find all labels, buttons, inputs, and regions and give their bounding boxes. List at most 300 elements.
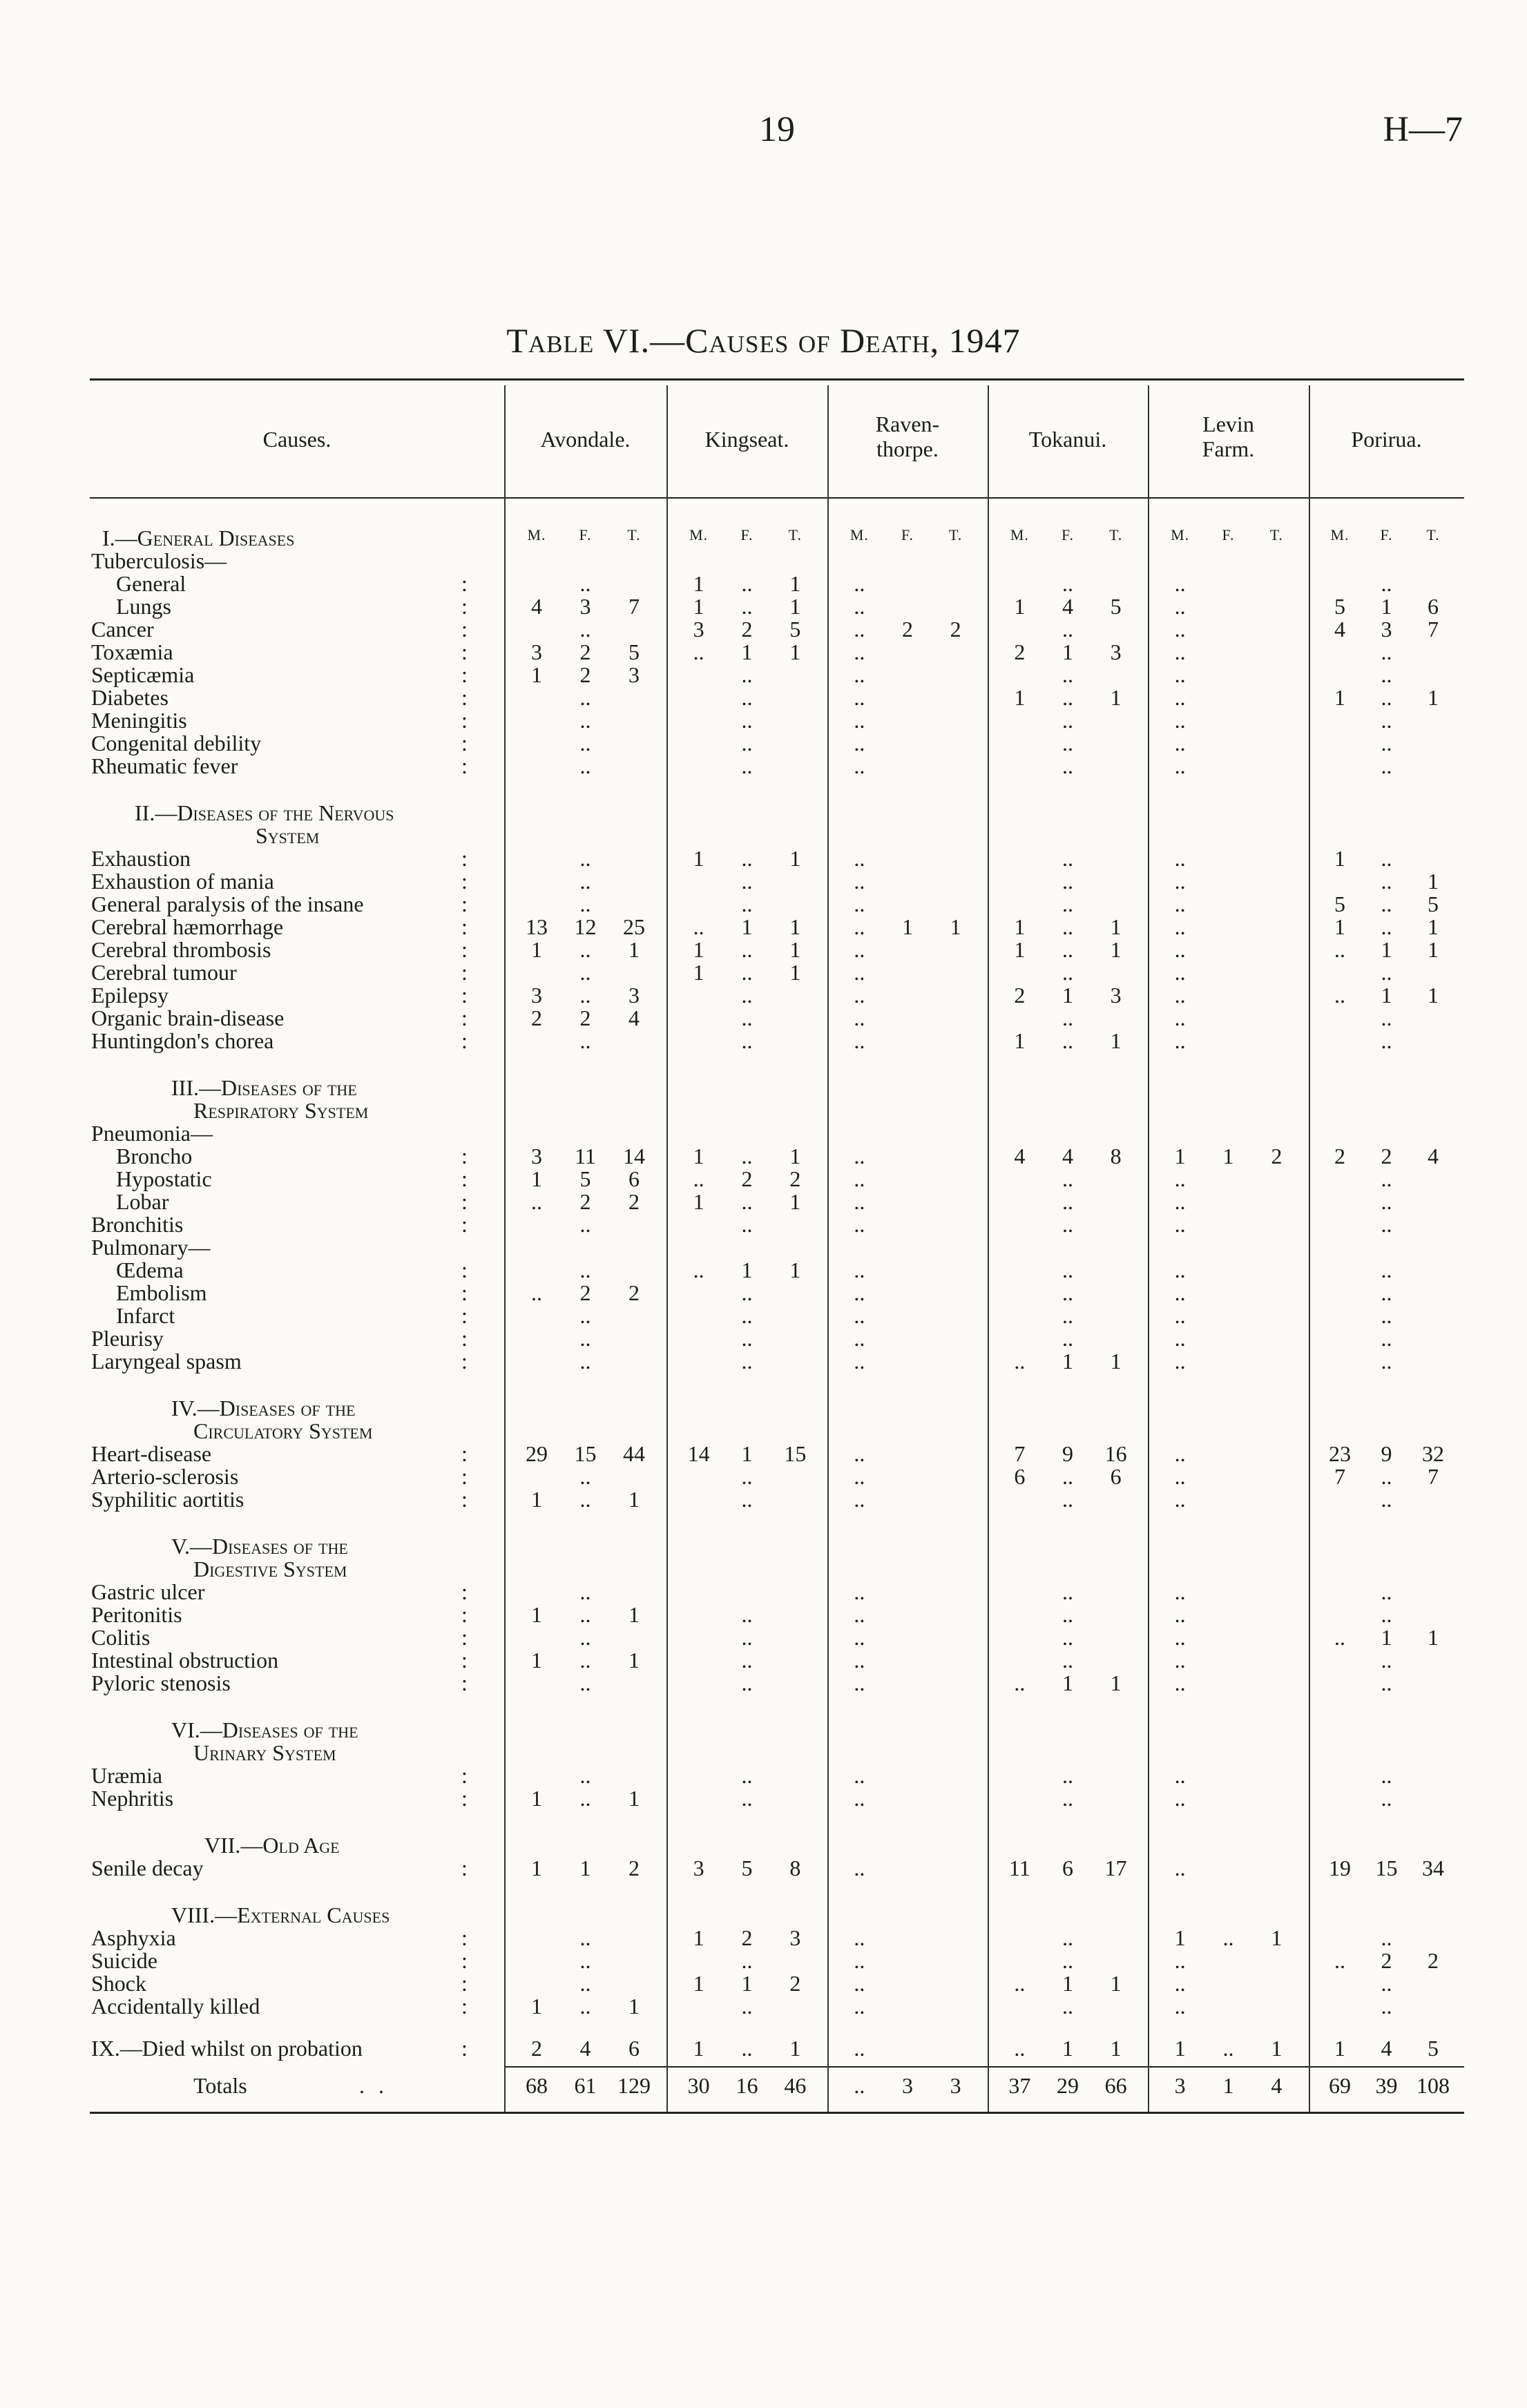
data-cell: 1 <box>789 2036 801 2061</box>
data-cell: 1 <box>1428 914 1439 939</box>
column-divider <box>988 385 989 2112</box>
data-cell: .. <box>1062 662 1073 687</box>
totals-label: Totals <box>193 2073 247 2098</box>
totals-cell: 30 <box>687 2073 710 2098</box>
subheader-t: T. <box>1269 526 1284 543</box>
leader-dots: : <box>461 846 472 871</box>
row-label: Bronchitis <box>91 1212 184 1237</box>
data-cell: .. <box>741 1948 753 1973</box>
data-cell: .. <box>1062 708 1073 733</box>
data-cell: .. <box>579 1579 591 1604</box>
data-cell: .. <box>1174 1028 1186 1053</box>
section-heading: VI.—Diseases of the <box>171 1717 358 1742</box>
data-cell: 1 <box>789 1258 801 1282</box>
data-cell: .. <box>741 937 753 962</box>
data-cell: .. <box>579 1971 591 1996</box>
row-label: Pleurisy <box>91 1326 164 1351</box>
data-cell: 4 <box>1334 617 1345 642</box>
row-label: Colitis <box>91 1625 151 1650</box>
data-cell: 1 <box>789 1144 801 1168</box>
data-cell: .. <box>1062 914 1073 939</box>
data-cell: .. <box>579 937 591 962</box>
data-cell: 2 <box>531 1005 542 1030</box>
data-cell: .. <box>1174 846 1186 871</box>
row-sublabel: Lungs <box>116 594 171 619</box>
row-sublabel: Lobar <box>116 1189 169 1214</box>
data-cell: .. <box>741 983 753 1008</box>
data-cell: 1 <box>628 1648 640 1673</box>
data-cell: .. <box>579 1763 591 1788</box>
data-cell: .. <box>579 1602 591 1627</box>
row-label: Meningitis <box>91 708 187 733</box>
data-cell: .. <box>579 1028 591 1053</box>
data-cell: 1 <box>1428 1625 1439 1650</box>
column-header-causes: Causes. <box>262 427 332 452</box>
data-cell: 6 <box>628 1166 640 1191</box>
subheader-m: M. <box>849 526 869 543</box>
data-cell: 1 <box>741 639 753 664</box>
data-cell: .. <box>1381 892 1392 916</box>
leader-dots: : <box>461 617 472 642</box>
data-cell: .. <box>1174 731 1186 755</box>
data-cell: .. <box>854 639 865 664</box>
data-cell: 1 <box>789 960 801 985</box>
data-cell: 2 <box>741 1166 753 1191</box>
data-cell: 1 <box>1110 2036 1122 2061</box>
data-cell: 4 <box>1014 1144 1026 1168</box>
data-cell: .. <box>1062 685 1073 710</box>
data-cell: 2 <box>579 1005 591 1030</box>
data-cell: .. <box>1062 1280 1073 1305</box>
section-heading-continued: Respiratory System <box>193 1098 369 1123</box>
data-cell: 1 <box>1174 1925 1186 1950</box>
data-cell: 1 <box>1110 1028 1122 1053</box>
data-cell: .. <box>1174 1441 1186 1466</box>
data-cell: .. <box>1174 1487 1186 1512</box>
data-cell: .. <box>1062 1579 1073 1604</box>
leader-dots: : <box>461 1028 472 1053</box>
data-cell: .. <box>579 1487 591 1512</box>
data-cell: 5 <box>1110 594 1122 619</box>
subheader-t: T. <box>788 526 803 543</box>
data-cell: 8 <box>789 1856 801 1880</box>
totals-cell: 66 <box>1104 2073 1127 2098</box>
data-cell: 2 <box>741 617 753 642</box>
data-cell: .. <box>1174 960 1186 985</box>
data-cell: .. <box>1174 1005 1186 1030</box>
totals-cell: 39 <box>1375 2073 1398 2098</box>
data-cell: .. <box>854 1464 865 1489</box>
table-top-rule <box>90 378 1464 381</box>
data-cell: 1 <box>693 594 704 619</box>
row-label: IX.—Died whilst on probation <box>91 2036 363 2061</box>
data-cell: .. <box>693 1258 704 1282</box>
column-header-line: Kingseat. <box>704 427 789 452</box>
data-cell: 25 <box>623 914 645 939</box>
data-cell: 2 <box>1271 1144 1283 1168</box>
data-cell: .. <box>579 892 591 916</box>
data-cell: .. <box>1381 1971 1392 1996</box>
leader-dots: : <box>461 1602 472 1627</box>
row-label: Nephritis <box>91 1786 174 1811</box>
totals-cell: 37 <box>1008 2073 1031 2098</box>
row-label: Suicide <box>91 1948 157 1973</box>
data-cell: 1 <box>531 1487 542 1512</box>
data-cell: 1 <box>531 1166 542 1191</box>
subheader-m: M. <box>527 526 546 543</box>
data-cell: .. <box>854 708 865 733</box>
data-cell: 11 <box>1008 1856 1030 1880</box>
data-cell: 1 <box>1334 914 1345 939</box>
data-cell: .. <box>1174 1326 1186 1351</box>
row-label: Heart-disease <box>91 1441 212 1466</box>
row-sublabel: Broncho <box>116 1144 193 1168</box>
subheader-t: T. <box>1426 526 1440 543</box>
document-code: H—7 <box>1383 110 1463 149</box>
data-cell: .. <box>741 1189 753 1214</box>
data-cell: 5 <box>1334 594 1345 619</box>
row-label: Cerebral thrombosis <box>91 937 271 962</box>
data-cell: 5 <box>789 617 801 642</box>
totals-cell: 16 <box>736 2073 758 2098</box>
data-cell: .. <box>1174 914 1186 939</box>
data-cell: .. <box>1381 1005 1392 1030</box>
data-cell: .. <box>1381 960 1392 985</box>
data-cell: 6 <box>1428 594 1439 619</box>
data-cell: .. <box>741 1648 753 1673</box>
data-cell: .. <box>1174 1763 1186 1788</box>
data-cell: 29 <box>526 1441 548 1466</box>
data-cell: 1 <box>1222 1144 1234 1168</box>
data-cell: .. <box>1062 1326 1073 1351</box>
section-heading-continued: Urinary System <box>193 1740 336 1765</box>
data-cell: .. <box>1381 1579 1392 1604</box>
leader-dots: : <box>461 1441 472 1466</box>
row-label: Gastric ulcer <box>91 1579 205 1604</box>
data-cell: 1 <box>1014 914 1026 939</box>
row-label: Toxæmia <box>91 639 173 664</box>
data-cell: 6 <box>1014 1464 1026 1489</box>
subheader-t: T. <box>948 526 963 543</box>
row-label: Rheumatic fever <box>91 753 238 778</box>
data-cell: .. <box>1174 1786 1186 1811</box>
leader-dots: : <box>461 1763 472 1788</box>
data-cell: 6 <box>628 2036 640 2061</box>
data-cell: .. <box>693 639 704 664</box>
data-cell: .. <box>741 1763 753 1788</box>
row-label: Exhaustion <box>91 846 191 871</box>
leader-dots: : <box>461 1166 472 1191</box>
leader-dots: : <box>461 1464 472 1489</box>
data-cell: 1 <box>628 1602 640 1627</box>
totals-cell: 129 <box>617 2073 651 2098</box>
data-cell: 1 <box>628 1786 640 1811</box>
data-cell: .. <box>854 1971 865 1996</box>
row-label: Accidentally killed <box>91 1994 260 2019</box>
data-cell: .. <box>1174 1856 1186 1880</box>
data-cell: .. <box>854 983 865 1008</box>
data-cell: .. <box>741 2036 753 2061</box>
data-cell: 2 <box>1381 1948 1392 1973</box>
data-cell: .. <box>1062 1005 1073 1030</box>
data-cell: .. <box>1174 1303 1186 1328</box>
data-cell: .. <box>1062 1303 1073 1328</box>
leader-dots: : <box>461 937 472 962</box>
data-cell: .. <box>1062 1166 1073 1191</box>
subheader-f: F. <box>579 526 592 543</box>
totals-cell: 4 <box>1271 2073 1283 2098</box>
data-cell: 1 <box>1381 1625 1392 1650</box>
data-cell: .. <box>1062 869 1073 894</box>
data-cell: 1 <box>1110 1971 1122 1996</box>
data-cell: 6 <box>1110 1464 1122 1489</box>
leader-dots: : <box>461 1579 472 1604</box>
data-cell: .. <box>854 1005 865 1030</box>
data-cell: 14 <box>623 1144 645 1168</box>
data-cell: .. <box>1062 1786 1073 1811</box>
data-cell: .. <box>531 1189 542 1214</box>
data-cell: 1 <box>531 937 542 962</box>
data-cell: 5 <box>1428 892 1439 916</box>
row-label: Huntingdon's chorea <box>91 1028 274 1053</box>
data-cell: .. <box>741 1212 753 1237</box>
data-cell: .. <box>854 2036 865 2061</box>
data-cell: .. <box>1381 662 1392 687</box>
row-label: General paralysis of the insane <box>91 892 364 916</box>
data-cell: .. <box>1062 1258 1073 1282</box>
column-divider <box>1309 385 1310 2112</box>
data-cell: 1 <box>1014 685 1026 710</box>
data-cell: 8 <box>1110 1144 1122 1168</box>
data-cell: .. <box>1062 937 1073 962</box>
data-cell: .. <box>1174 983 1186 1008</box>
data-cell: .. <box>1381 731 1392 755</box>
totals-cell: 108 <box>1416 2073 1450 2098</box>
data-cell: 9 <box>1381 1441 1392 1466</box>
data-cell: .. <box>579 571 591 596</box>
data-cell: .. <box>741 731 753 755</box>
data-cell: .. <box>579 685 591 710</box>
data-cell: 2 <box>579 639 591 664</box>
data-cell: .. <box>854 1625 865 1650</box>
totals-cell: 3 <box>902 2073 913 2098</box>
row-label: Septicæmia <box>91 662 195 687</box>
data-cell: 3 <box>531 639 542 664</box>
section-heading: IV.—Diseases of the <box>171 1396 356 1420</box>
data-cell: 4 <box>1428 1144 1439 1168</box>
data-cell: 1 <box>1014 1028 1026 1053</box>
data-cell: .. <box>1381 1303 1392 1328</box>
data-cell: .. <box>741 1280 753 1305</box>
data-cell: .. <box>854 892 865 916</box>
data-cell: .. <box>579 1925 591 1950</box>
page-number: 19 <box>759 110 795 149</box>
totals-cell: 61 <box>574 2073 597 2098</box>
data-cell: .. <box>741 685 753 710</box>
data-cell: 6 <box>1062 1856 1073 1880</box>
data-cell: 1 <box>950 914 961 939</box>
data-cell: 4 <box>628 1005 640 1030</box>
data-cell: .. <box>1381 639 1392 664</box>
data-cell: 1 <box>741 1258 753 1282</box>
data-cell: 1 <box>1271 1925 1283 1950</box>
data-cell: .. <box>854 1856 865 1880</box>
data-cell: .. <box>1222 2036 1234 2061</box>
leader-dots: : <box>461 1144 472 1168</box>
data-cell: 1 <box>1110 685 1122 710</box>
data-cell: .. <box>1174 1625 1186 1650</box>
leader-dots: : <box>461 571 472 596</box>
data-cell: .. <box>741 1349 753 1374</box>
row-label: Congenital debility <box>91 731 262 755</box>
row-label: Senile decay <box>91 1856 204 1880</box>
leader-dots: : <box>461 1856 472 1880</box>
totals-cell: 46 <box>784 2073 807 2098</box>
data-cell: 3 <box>531 1144 542 1168</box>
data-cell: .. <box>1381 1925 1392 1950</box>
leader-dots: : <box>461 639 472 664</box>
leader-dots: : <box>461 1648 472 1673</box>
data-cell: .. <box>854 685 865 710</box>
data-cell: 1 <box>1381 594 1392 619</box>
leader-dots: : <box>461 2036 472 2061</box>
data-cell: .. <box>1174 1166 1186 1191</box>
data-cell: 1 <box>1110 1349 1122 1374</box>
data-cell: 1 <box>693 960 704 985</box>
row-label: Cerebral tumour <box>91 960 237 985</box>
data-cell: .. <box>1174 1971 1186 1996</box>
data-cell: .. <box>1062 1648 1073 1673</box>
data-cell: 5 <box>579 1166 591 1191</box>
row-label: Cancer <box>91 617 154 642</box>
data-cell: .. <box>854 1487 865 1512</box>
data-cell: 5 <box>1334 892 1345 916</box>
data-cell: 1 <box>1428 937 1439 962</box>
data-cell: 4 <box>531 594 542 619</box>
data-cell: 1 <box>1110 914 1122 939</box>
data-cell: .. <box>1334 1948 1345 1973</box>
totals-cell: 1 <box>1222 2073 1234 2098</box>
section-heading: I.—General Diseases <box>102 526 295 550</box>
data-cell: 1 <box>1110 937 1122 962</box>
data-cell: .. <box>741 1028 753 1053</box>
data-cell: .. <box>1062 1464 1073 1489</box>
column-header-line: Raven- <box>875 412 940 436</box>
data-cell: .. <box>1381 1763 1392 1788</box>
data-cell: .. <box>1381 1280 1392 1305</box>
section-heading: II.—Diseases of the Nervous <box>135 800 394 825</box>
subheader-f: F. <box>1380 526 1393 543</box>
data-cell: .. <box>1174 753 1186 778</box>
column-header-line: Avondale. <box>540 427 631 452</box>
data-cell: 1 <box>579 1856 591 1880</box>
data-cell: 12 <box>574 914 597 939</box>
subheader-m: M. <box>689 526 709 543</box>
data-cell: .. <box>741 1464 753 1489</box>
data-cell: .. <box>1381 914 1392 939</box>
subheader-m: M. <box>1010 526 1029 543</box>
row-label: Pyloric stenosis <box>91 1670 231 1695</box>
data-cell: .. <box>1174 869 1186 894</box>
data-cell: .. <box>854 1189 865 1214</box>
data-cell: .. <box>1174 1464 1186 1489</box>
data-cell: .. <box>579 1326 591 1351</box>
data-cell: .. <box>579 1212 591 1237</box>
data-cell: 1 <box>1062 983 1073 1008</box>
data-cell: 1 <box>789 937 801 962</box>
data-cell: .. <box>854 869 865 894</box>
data-cell: .. <box>1062 960 1073 985</box>
data-cell: .. <box>741 1670 753 1695</box>
row-sublabel: Hypostatic <box>116 1166 212 1191</box>
data-cell: .. <box>579 869 591 894</box>
section-heading: V.—Diseases of the <box>171 1534 348 1559</box>
leader-dots: : <box>461 1786 472 1811</box>
data-cell: 17 <box>1104 1856 1127 1880</box>
row-label: Laryngeal spasm <box>91 1349 242 1374</box>
data-cell: 1 <box>531 1648 542 1673</box>
leader-dots: : <box>461 1280 472 1305</box>
data-cell: 2 <box>579 1189 591 1214</box>
data-cell: .. <box>854 1948 865 1973</box>
data-cell: .. <box>579 1464 591 1489</box>
leader-dots: : <box>461 1005 472 1030</box>
data-cell: 15 <box>574 1441 597 1466</box>
section-heading: VII.—Old Age <box>204 1833 340 1858</box>
data-cell: .. <box>854 1925 865 1950</box>
data-cell: .. <box>1062 753 1073 778</box>
data-cell: 2 <box>531 2036 542 2061</box>
data-cell: .. <box>1014 1349 1026 1374</box>
data-cell: .. <box>1334 1625 1345 1650</box>
data-cell: .. <box>1174 1602 1186 1627</box>
data-cell: 2 <box>1334 1144 1345 1168</box>
data-cell: .. <box>1174 1579 1186 1604</box>
data-cell: 1 <box>531 662 542 687</box>
leader-dots: : <box>461 960 472 985</box>
data-cell: .. <box>1381 846 1392 871</box>
data-cell: 1 <box>531 1786 542 1811</box>
data-cell: 7 <box>1428 617 1439 642</box>
data-cell: 1 <box>1428 869 1439 894</box>
data-cell: .. <box>1174 1994 1186 2019</box>
data-cell: 1 <box>1381 983 1392 1008</box>
data-cell: 2 <box>789 1971 801 1996</box>
data-cell: .. <box>854 1602 865 1627</box>
data-cell: .. <box>1381 869 1392 894</box>
data-cell: .. <box>854 1326 865 1351</box>
data-cell: .. <box>531 1280 542 1305</box>
data-cell: .. <box>854 571 865 596</box>
data-cell: .. <box>579 1786 591 1811</box>
column-header-institution <box>827 412 988 461</box>
data-cell: .. <box>741 869 753 894</box>
data-cell: 2 <box>579 662 591 687</box>
data-cell: .. <box>1062 731 1073 755</box>
totals-cell: .. <box>854 2073 865 2098</box>
leader-dots: : <box>461 1303 472 1328</box>
data-cell: .. <box>1062 1028 1073 1053</box>
data-cell: 1 <box>693 1189 704 1214</box>
data-cell: 3 <box>789 1925 801 1950</box>
data-cell: 1 <box>693 571 704 596</box>
data-cell: .. <box>1062 1763 1073 1788</box>
data-cell: .. <box>1381 1648 1392 1673</box>
row-label: Intestinal obstruction <box>91 1648 279 1673</box>
data-cell: .. <box>1381 753 1392 778</box>
column-header-line: Farm. <box>1202 436 1255 461</box>
data-cell: 11 <box>575 1144 596 1168</box>
